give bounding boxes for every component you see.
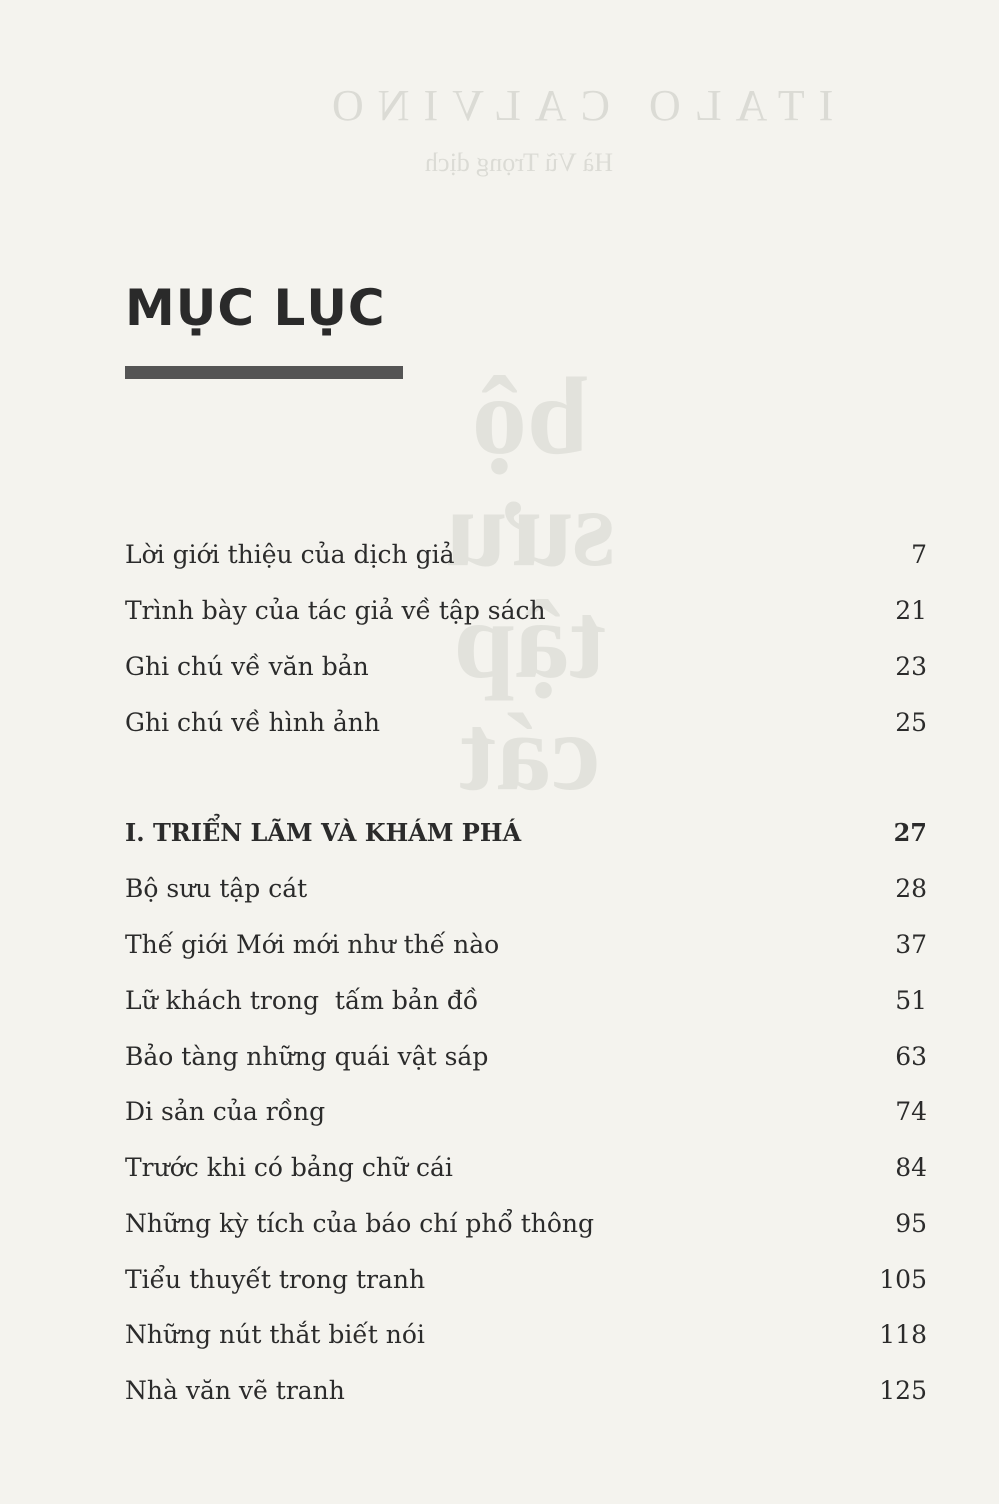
toc-entry-page-number: 125 [879,1376,927,1405]
bleed-through-title-line: bộ [471,355,589,477]
bleed-through-title-line: sưu [445,467,615,589]
toc-entry-title: Thế giới Mới mới như thế nào [125,930,500,959]
toc-entry-title: Trước khi có bảng chữ cái [125,1153,453,1182]
toc-part-title: I. TRIỂN LÃM VÀ KHÁM PHÁ [125,818,522,847]
toc-entry-chapter[interactable] [125,1260,927,1300]
toc-entry-title: Bảo tàng những quái vật sáp [125,1042,489,1071]
toc-entry-page-number: 28 [895,874,927,903]
toc-entry-title: Tiểu thuyết trong tranh [125,1265,426,1294]
toc-entry-title: Lời giới thiệu của dịch giả [125,540,455,569]
bleed-through-title-line: cát [459,691,601,813]
bleed-through-author: ITALO CALVINO [318,81,834,130]
toc-entry-page-number: 105 [879,1265,927,1294]
toc-entry-title: Ghi chú về hình ảnh [125,708,380,737]
toc-entry-chapter[interactable] [125,869,927,909]
toc-entry-chapter[interactable] [125,1037,927,1077]
toc-entry-title: Những nút thắt biết nói [125,1320,425,1349]
toc-entry-chapter[interactable] [125,925,927,965]
toc-entry-page-number: 37 [895,930,927,959]
toc-entry-page-number: 21 [895,596,927,625]
bleed-through-title-line: tập [453,579,607,701]
toc-entry-chapter[interactable] [125,1148,927,1188]
toc-entry-page-number: 63 [895,1042,927,1071]
toc-entry-chapter[interactable] [125,1092,927,1132]
toc-entry-page-number: 74 [895,1097,927,1126]
toc-entry-chapter[interactable] [125,981,927,1021]
toc-entry-title: Bộ sưu tập cát [125,874,308,903]
bleed-through-translator: Hà Vũ Trọng dịch [425,148,614,177]
toc-entry-image-note[interactable] [125,703,927,743]
toc-entry-title: Ghi chú về văn bản [125,652,369,681]
toc-entry-chapter[interactable] [125,1371,927,1411]
toc-entry-title: Nhà văn vẽ tranh [125,1376,345,1405]
toc-entry-title: Trình bày của tác giả về tập sách [125,596,546,625]
toc-entry-introduction[interactable] [125,535,927,575]
toc-entry-chapter[interactable] [125,1315,927,1355]
toc-entry-page-number: 25 [895,708,927,737]
toc-entry-page-number: 23 [895,652,927,681]
heading-underline-bar [125,366,403,379]
toc-entry-page-number: 118 [879,1320,927,1349]
toc-entry-text-note[interactable] [125,647,927,687]
toc-entry-author-note[interactable] [125,591,927,631]
toc-entry-chapter[interactable] [125,1204,927,1244]
toc-part-page-number: 27 [893,818,927,847]
toc-heading: MỤC LỤC [125,279,386,337]
toc-entry-page-number: 7 [911,540,927,569]
toc-entry-title: Di sản của rồng [125,1097,326,1126]
toc-entry-page-number: 51 [895,986,927,1015]
toc-entry-title: Những kỳ tích của báo chí phổ thông [125,1209,594,1238]
toc-entry-page-number: 84 [895,1153,927,1182]
toc-entry-page-number: 95 [895,1209,927,1238]
toc-part-heading[interactable] [125,813,927,853]
toc-entry-title: Lữ khách trong tấm bản đồ [125,986,479,1015]
